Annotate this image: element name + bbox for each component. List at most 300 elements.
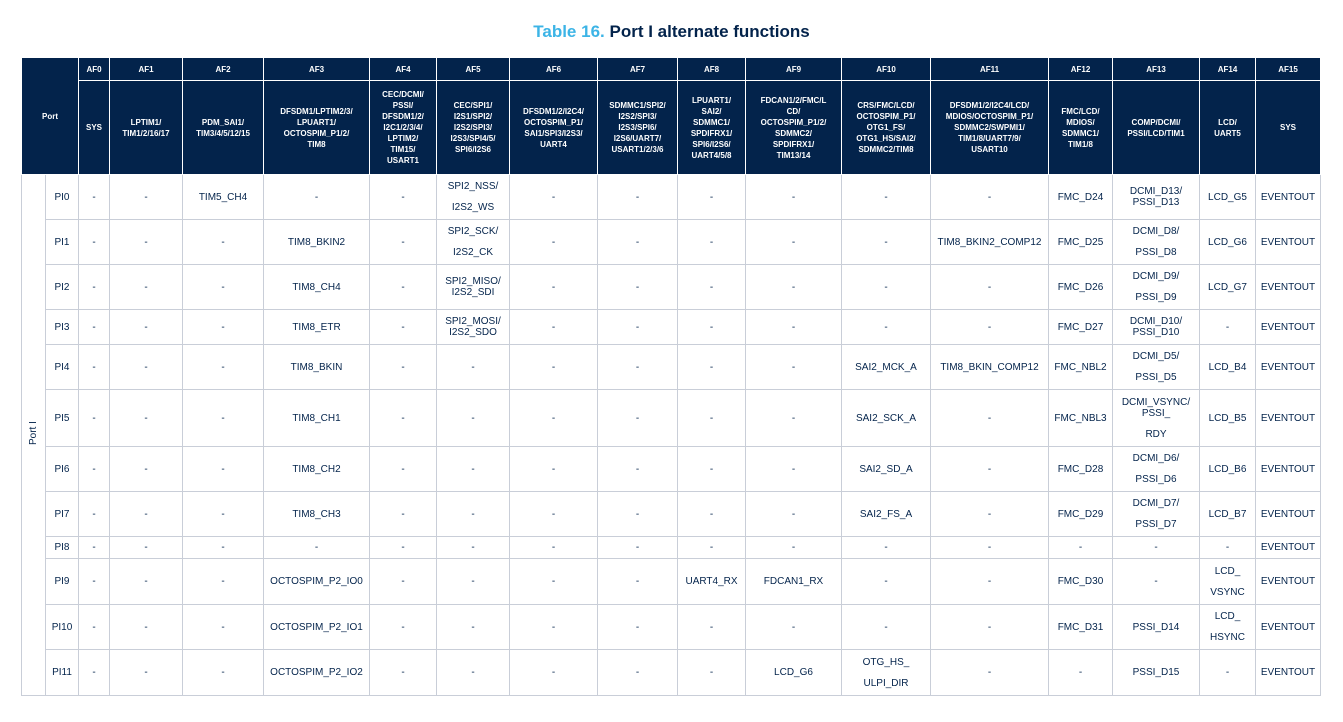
header-port: Port [22,58,79,175]
af-cell-line: DCMI_D6/ [1132,453,1180,464]
af-cell [1113,175,1200,220]
af-cell-line: PSSI_D6 [1135,474,1177,485]
af-cell: EVENTOUT [1256,345,1321,390]
header-af11-functions [931,81,1049,175]
af-cell: FMC_D29 [1049,492,1113,537]
af-cell [437,265,510,310]
line-spacer [844,668,928,678]
pin-name: PI4 [46,345,79,390]
af-cell: LCD_G6 [746,650,842,696]
af-cell: OCTOSPIM_P2_IO2 [264,650,370,696]
line-spacer [1115,237,1197,247]
af-cell: PSSI_D15 [1113,650,1200,696]
af-cell: - [678,537,746,559]
af-cell: - [746,175,842,220]
header-function-line: MDIOS/ [1066,117,1095,127]
af-cell-line: HSYNC [1209,632,1245,643]
af-cell: - [598,650,678,696]
af-cell-line: PSSI_D7 [1135,519,1177,530]
af-cell: - [437,537,510,559]
af-cell: FMC_D30 [1049,559,1113,605]
header-function-line: LPUART1/ [296,117,337,127]
header-function-line: TIM1/2/16/17 [122,128,170,138]
af-cell: EVENTOUT [1256,220,1321,265]
header-function-line: DFSDM1/LPTIM2/3/ [280,106,353,116]
af-cell: - [746,447,842,492]
pin-name: PI5 [46,390,79,447]
af-cell: - [598,265,678,310]
af-cell-line: DCMI_D7/ [1132,498,1180,509]
header-af8: AF8 [678,58,746,81]
pin-name: PI10 [46,605,79,650]
af-cell: - [842,605,931,650]
af-cell: - [79,390,110,447]
header-function-line: TIM15/ [390,145,416,154]
af-cell-line: RDY [1145,428,1167,440]
af-cell: - [598,175,678,220]
header-function-line: SDMMC1/ [1062,128,1099,138]
af-cell: EVENTOUT [1256,390,1321,447]
af-cell: - [510,492,598,537]
af-cell: - [79,492,110,537]
af-cell: TIM8_BKIN [264,345,370,390]
af-cell: - [79,650,110,696]
af-cell-line: DCMI_D10/ [1129,316,1183,327]
header-function-line: LPTIM2/ [387,134,419,143]
header-af4-functions [370,81,437,175]
af-cell: - [110,265,183,310]
af-cell: - [1049,650,1113,696]
af-cell: - [437,559,510,605]
af-cell-line: PSSI_D13 [1132,197,1180,208]
af-cell: EVENTOUT [1256,175,1321,220]
af-cell-line: DCMI_D13/ [1129,186,1183,197]
header-function-line: PSSI/ [392,101,414,110]
af-cell-line: DCMI_VSYNC/ [1121,396,1191,408]
af-cell-line: PSSI_D10 [1132,327,1180,338]
af-cell [1113,265,1200,310]
af-cell-line: LCD_ [1214,611,1241,622]
af-cell: FMC_D27 [1049,310,1113,345]
af-cell: - [931,492,1049,537]
af-cell: - [931,175,1049,220]
header-function-line: SPDIFRX1/ [690,128,733,138]
af-cell: - [598,345,678,390]
header-function-line: SDMMC1/SPI2/ [609,101,666,110]
af-cell: - [510,537,598,559]
af-cell: - [746,310,842,345]
af-cell: LCD_G6 [1200,220,1256,265]
af-cell: - [510,447,598,492]
header-af5: AF5 [437,58,510,81]
af-cell: EVENTOUT [1256,650,1321,696]
af-cell: - [370,310,437,345]
af-cell: LCD_B7 [1200,492,1256,537]
line-spacer [1115,464,1197,474]
af-cell: LCD_B4 [1200,345,1256,390]
af-cell: - [437,345,510,390]
header-function-line: LPTIM1/ [130,117,162,127]
pin-name: PI2 [46,265,79,310]
af-cell [1113,390,1200,447]
header-function-line: OCTOSPIM_P1/ [856,112,916,121]
header-function-line: DFSDM1/2/ [382,112,424,121]
table-row [22,265,1321,310]
header-function-line: USART1/2/3/6 [611,145,664,154]
af-cell: - [79,345,110,390]
header-af2-functions [183,81,264,175]
header-function-line: OTG1_FS/ [866,123,906,132]
line-spacer [1115,509,1197,519]
port-group-label [22,175,46,696]
header-function-line: I2C1/2/3/4/ [383,123,423,132]
table-row [22,559,1321,605]
header-af14: AF14 [1200,58,1256,81]
line-spacer [439,192,507,202]
af-cell: - [598,559,678,605]
header-af3-functions [264,81,370,175]
table-row [22,390,1321,447]
af-cell: LCD_G7 [1200,265,1256,310]
header-function-line: DFSDM1/2/I2C4/LCD/ [949,101,1030,110]
pin-name: PI3 [46,310,79,345]
af-cell: - [678,345,746,390]
af-cell: - [746,390,842,447]
header-af8-functions [678,81,746,175]
header-af2: AF2 [183,58,264,81]
af-cell: - [110,175,183,220]
header-af0-functions [79,81,110,175]
header-group-row [22,81,1321,175]
line-spacer [439,237,507,247]
af-cell: - [510,310,598,345]
af-cell: - [746,345,842,390]
header-function-line: LCD/ [1218,117,1237,127]
af-cell: - [370,559,437,605]
af-cell: - [110,220,183,265]
af-cell: - [110,345,183,390]
af-cell: - [842,175,931,220]
af-cell [1113,310,1200,345]
af-cell: FMC_NBL2 [1049,345,1113,390]
af-cell: - [678,175,746,220]
af-cell-line: PSSI_ [1141,407,1171,419]
af-cell: EVENTOUT [1256,265,1321,310]
af-cell: OCTOSPIM_P2_IO1 [264,605,370,650]
table-caption: Port I alternate functions [609,22,810,41]
af-cell-line: PSSI_D9 [1135,292,1177,303]
af-cell: - [79,175,110,220]
af-cell [1113,492,1200,537]
header-function-line: OCTOSPIM_P1/ [524,117,583,127]
af-cell: - [510,175,598,220]
header-function-line: COMP/DCMI/ [1131,117,1181,127]
table-row [22,447,1321,492]
af-cell: - [510,605,598,650]
af-cell: EVENTOUT [1256,492,1321,537]
af-cell: - [678,605,746,650]
af-cell: LCD_B5 [1200,390,1256,447]
header-function-line: SYS [85,123,102,132]
af-cell: - [79,605,110,650]
af-cell: - [510,559,598,605]
af-cell [1113,447,1200,492]
af-cell: TIM8_BKIN_COMP12 [931,345,1049,390]
header-function-line: SDMMC2/TIM8 [858,145,914,154]
af-cell: - [678,447,746,492]
header-af4: AF4 [370,58,437,81]
af-cell: FMC_D28 [1049,447,1113,492]
af-cell: SAI2_SCK_A [842,390,931,447]
header-af0: AF0 [79,58,110,81]
table-row [22,650,1321,696]
af-cell: TIM8_BKIN2 [264,220,370,265]
af-cell: EVENTOUT [1256,310,1321,345]
header-function-line: PDM_SAI1/ [201,117,245,127]
af-cell: - [437,605,510,650]
header-function-line: CD/ [786,106,801,116]
header-af5-functions [437,81,510,175]
af-cell: - [264,537,370,559]
af-cell: LCD_G5 [1200,175,1256,220]
line-spacer [1115,419,1197,429]
pin-name: PI11 [46,650,79,696]
af-cell: - [931,447,1049,492]
header-function-line: I2S3/SPI6/ [618,123,657,132]
header-function-line: CEC/SPI1/ [453,101,493,110]
af-cell: - [370,265,437,310]
pin-name: PI0 [46,175,79,220]
af-cell [437,175,510,220]
af-cell: - [110,537,183,559]
header-function-line: SPI6/I2S6/ [692,139,731,149]
table-row [22,345,1321,390]
header-function-line: OCTOSPIM_P1/2/ [283,128,350,138]
pin-name: PI1 [46,220,79,265]
af-cell [842,650,931,696]
header-af3: AF3 [264,58,370,81]
header-function-line: TIM3/4/5/12/15 [196,128,250,138]
af-cell: - [79,310,110,345]
af-cell: - [79,447,110,492]
af-cell-line: SPI2_SCK/ [447,226,499,237]
af-cell: FMC_NBL3 [1049,390,1113,447]
af-cell: EVENTOUT [1256,605,1321,650]
table-row [22,492,1321,537]
af-cell: - [79,265,110,310]
header-function-line: USART1 [386,156,419,165]
af-cell: - [1200,650,1256,696]
af-cell: - [678,492,746,537]
af-cell: - [437,447,510,492]
af-cell: SAI2_MCK_A [842,345,931,390]
header-af15-functions [1256,81,1321,175]
af-cell: - [931,265,1049,310]
af-cell: - [79,220,110,265]
af-cell-line: SPI2_NSS/ [447,181,499,192]
header-function-line: TIM1/8 [1068,139,1093,149]
line-spacer [1202,577,1253,587]
af-cell: TIM8_CH1 [264,390,370,447]
af-cell: - [183,390,264,447]
af-cell: - [842,559,931,605]
af-cell-line: SPI2_MOSI/ [445,316,501,327]
af-cell [1200,605,1256,650]
af-cell: EVENTOUT [1256,537,1321,559]
af-cell [437,220,510,265]
header-function-line: DFSDM1/2/I2C4/ [523,106,584,116]
af-cell: FMC_D31 [1049,605,1113,650]
af-cell: - [931,605,1049,650]
af-cell-line: I2S2_SDO [449,327,497,338]
af-cell: - [437,390,510,447]
header-function-line: SYS [1279,123,1296,132]
af-cell: - [931,537,1049,559]
header-function-line: SPI6/I2S6 [454,145,492,154]
line-spacer [1115,362,1197,372]
header-function-line: SDMMC2/ [775,128,812,138]
af-cell: - [842,220,931,265]
af-cell: PSSI_D14 [1113,605,1200,650]
af-cell: UART4_RX [678,559,746,605]
header-function-line: SDMMC1/ [693,117,730,127]
header-af9-functions [746,81,842,175]
af-cell: - [183,310,264,345]
header-function-line: I2S2/SPI3/ [618,112,657,121]
af-cell: - [510,265,598,310]
af-cell: - [598,492,678,537]
af-cell: - [110,447,183,492]
af-cell: - [183,492,264,537]
pin-name: PI9 [46,559,79,605]
header-function-line: TIM1/8/UART7/9/ [958,134,1021,143]
af-cell: - [183,345,264,390]
af-cell: - [746,265,842,310]
header-function-line: SDMMC2/SWPMI1/ [954,123,1025,132]
af-cell: - [842,537,931,559]
af-cell [437,310,510,345]
af-cell: - [183,447,264,492]
pin-name: PI7 [46,492,79,537]
af-cell-line: LCD_ [1214,565,1241,577]
line-spacer [1115,282,1197,292]
header-af7-functions [598,81,678,175]
af-cell: - [370,650,437,696]
line-spacer [1202,622,1253,632]
af-cell-line: I2S2_CK [452,247,494,258]
af-cell: - [370,345,437,390]
af-cell: - [370,605,437,650]
port-group-text: Port I [28,420,39,445]
header-af10: AF10 [842,58,931,81]
af-cell: SAI2_SD_A [842,447,931,492]
af-cell: - [678,265,746,310]
af-cell: - [931,559,1049,605]
header-af14-functions [1200,81,1256,175]
header-af12: AF12 [1049,58,1113,81]
header-af15: AF15 [1256,58,1321,81]
af-cell: - [678,390,746,447]
header-af9: AF9 [746,58,842,81]
af-cell: - [746,605,842,650]
af-cell: - [510,390,598,447]
header-function-line: SAI1/SPI3/I2S3/ [524,128,583,138]
port-i-af-table [21,57,1321,696]
header-af1-functions [110,81,183,175]
af-cell-line: ULPI_DIR [863,677,909,689]
af-cell: FMC_D25 [1049,220,1113,265]
af-cell: - [110,605,183,650]
header-function-line: FDCAN1/2/FMC/L [760,95,827,105]
af-cell: - [110,390,183,447]
header-function-line: UART4/5/8 [691,150,732,160]
header-function-line: OCTOSPIM_P1/2/ [760,117,827,127]
af-cell: - [510,650,598,696]
af-cell: - [183,537,264,559]
af-cell: - [110,310,183,345]
af-cell: - [183,605,264,650]
af-cell: - [370,175,437,220]
header-function-line: I2S1/SPI2/ [453,112,493,121]
pin-name: PI8 [46,537,79,559]
af-cell: - [437,492,510,537]
af-cell-line: DCMI_D9/ [1132,271,1180,282]
af-cell: - [264,175,370,220]
af-cell-line: DCMI_D8/ [1132,226,1180,237]
af-cell: - [370,390,437,447]
af-cell: - [746,537,842,559]
header-function-line: SPDIFRX1/ [772,139,815,149]
af-cell: - [678,220,746,265]
af-cell: - [1049,537,1113,559]
af-cell-line: SPI2_MISO/ [445,276,501,287]
af-cell [1113,345,1200,390]
af-cell-line: PSSI_D5 [1135,372,1177,383]
table-row [22,220,1321,265]
af-cell-line: PSSI_D8 [1135,247,1177,258]
af-cell: - [746,220,842,265]
af-cell: FDCAN1_RX [746,559,842,605]
header-function-line: CEC/DCMI/ [382,90,424,99]
header-af7: AF7 [598,58,678,81]
af-cell: - [1200,310,1256,345]
pin-name: PI6 [46,447,79,492]
af-cell: - [370,447,437,492]
af-cell: - [437,650,510,696]
af-cell: - [370,537,437,559]
af-cell: - [598,537,678,559]
header-function-line: I2S3/SPI4/5/ [450,134,496,143]
af-cell-line: VSYNC [1210,586,1245,598]
header-function-line: MDIOS/OCTOSPIM_P1/ [945,112,1034,121]
header-function-line: I2S6/UART7/ [613,134,662,143]
af-cell: FMC_D26 [1049,265,1113,310]
af-cell-line: DCMI_D5/ [1132,351,1180,362]
af-cell-line: I2S2_WS [451,202,495,213]
header-af-row [22,58,1321,81]
table-row [22,605,1321,650]
af-cell: - [183,650,264,696]
af-cell: - [510,220,598,265]
af-cell: - [1113,537,1200,559]
header-af6-functions [510,81,598,175]
header-function-line: I2S2/SPI3/ [453,123,493,132]
af-cell: - [79,537,110,559]
af-cell: - [370,220,437,265]
af-cell: TIM8_CH3 [264,492,370,537]
af-cell: TIM8_CH2 [264,447,370,492]
af-cell: - [183,220,264,265]
